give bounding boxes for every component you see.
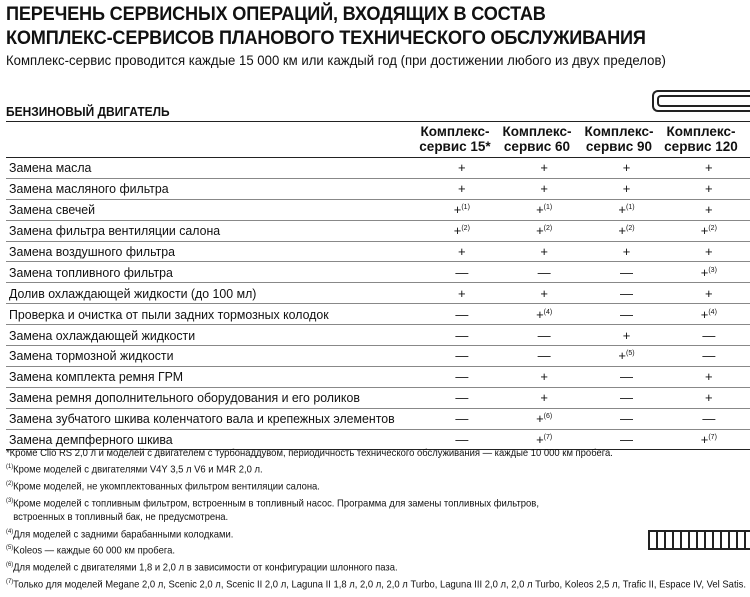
operation-label-text: Замена топливного фильтра [9, 264, 173, 280]
cell-value: — [537, 264, 551, 280]
table-cell [668, 220, 750, 241]
cell-footnote-mark: (1) [626, 204, 635, 212]
operation-label-text: Замена комплекта ремня ГРМ [9, 369, 184, 385]
table-cell [585, 366, 667, 387]
operation-label [6, 283, 421, 304]
cell-value: + [622, 244, 631, 259]
cell-value: — [619, 264, 633, 280]
operation-label [6, 178, 421, 199]
operation-label [6, 158, 421, 179]
table-cell [421, 283, 503, 304]
cell-value: — [455, 348, 469, 364]
footnote-text: Koleos — каждые 60 000 км пробега. [13, 544, 175, 557]
table-cell [503, 408, 585, 429]
table-cell [585, 241, 667, 262]
table-cell [668, 262, 750, 283]
footnote-line [6, 525, 746, 542]
footnote-mark: (4) [6, 527, 14, 535]
footnote-line [6, 494, 746, 511]
cell-value: + [700, 432, 709, 448]
footnote-line [6, 477, 746, 494]
cell-value: — [455, 264, 469, 280]
table-cell [421, 158, 503, 179]
footnote-text: встроенных в топливный бак, не предусмотрена. [13, 511, 229, 524]
table-cell [585, 262, 667, 283]
operation-label-text: Замена масляного фильтра [9, 181, 169, 197]
cell-value: — [455, 432, 469, 448]
operation-label-text: Замена демпферного шкива [9, 432, 173, 448]
table-cell [503, 158, 585, 179]
title-line-1: ПЕРЕЧЕНЬ СЕРВИСНЫХ ОПЕРАЦИЙ, ВХОДЯЩИХ В СОСТАВ [6, 3, 546, 25]
operation-label-text: Замена зубчатого шкива коленчатого вала и крепежных элементов [9, 411, 395, 427]
cell-value: — [537, 327, 551, 343]
cell-value: + [536, 411, 544, 427]
table-cell [503, 346, 585, 367]
cell-value: — [619, 432, 633, 448]
footnote-line [6, 541, 746, 558]
table-cell [585, 283, 667, 304]
operation-label [6, 262, 421, 283]
table-cell [503, 178, 585, 199]
table-cell [503, 262, 585, 283]
table-cell [503, 387, 585, 408]
operation-label-text: Замена ремня дополнительного оборудования и его роликов [9, 390, 360, 406]
cell-value: + [453, 202, 462, 218]
footnote-mark: (3) [6, 496, 14, 504]
footnote-mark: (2) [6, 479, 14, 487]
section-tab-decoration [652, 90, 750, 112]
cell-value: + [540, 181, 548, 197]
cell-value: + [458, 181, 466, 197]
cell-value: — [455, 369, 469, 385]
table-cell [668, 366, 750, 387]
section-divider [6, 121, 750, 122]
cell-value: + [453, 223, 462, 239]
operation-label [6, 220, 421, 241]
column-header-90: Комплекс- сервис 90 [584, 124, 654, 154]
cell-value: — [455, 327, 469, 343]
cell-value: + [705, 244, 713, 259]
cell-value: + [700, 223, 709, 239]
table-cell [503, 220, 585, 241]
cell-value: + [705, 369, 713, 385]
table-cell [585, 220, 667, 241]
cell-value: — [702, 327, 716, 343]
section-title: БЕНЗИНОВЫЙ ДВИГАТЕЛЬ [6, 104, 170, 119]
footnote-line [6, 446, 746, 460]
document-title [6, 2, 646, 50]
table-cell [421, 199, 503, 220]
cell-value: — [619, 411, 633, 427]
cell-value: + [622, 327, 631, 343]
cell-footnote-mark: (2) [461, 225, 470, 233]
table-row [6, 178, 750, 199]
table-cell [585, 408, 667, 429]
table-cell [585, 158, 667, 179]
cell-value: — [619, 390, 633, 406]
title-line-2: КОМПЛЕКС-СЕРВИСОВ ПЛАНОВОГО ТЕХНИЧЕСКОГО ОБСЛУЖИВАНИЯ [6, 27, 646, 49]
cell-footnote-mark: (3) [708, 266, 717, 274]
operation-label [6, 346, 421, 367]
table-cell [585, 178, 667, 199]
table-row [6, 262, 750, 283]
table-cell [421, 220, 503, 241]
column-header-60: Комплекс- сервис 60 [502, 124, 572, 154]
cell-value: + [540, 285, 548, 301]
footnote-line [6, 558, 746, 575]
table-cell [668, 325, 750, 346]
cell-footnote-mark: (4) [543, 308, 553, 316]
cell-footnote-mark: (1) [461, 204, 470, 212]
cell-footnote-mark: (4) [708, 308, 717, 316]
table-cell [421, 304, 503, 325]
cell-value: — [619, 285, 633, 301]
operation-label-text: Долив охлаждающей жидкости (до 100 мл) [9, 285, 257, 301]
page-edge-decoration [648, 530, 750, 550]
table-cell [668, 408, 750, 429]
column-header-120: Комплекс- сервис 120 [664, 124, 738, 154]
footnote-text: Кроме моделей, не укомплектованных фильтром вентиляции салона. [13, 480, 320, 493]
table-row [6, 241, 750, 262]
footnote-text: Для моделей с двигателями 1,8 и 2,0 л в зависимости от конфигурации шлонного паза. [13, 561, 398, 574]
cell-footnote-mark: (1) [543, 204, 553, 212]
table-cell [503, 325, 585, 346]
cell-value: + [458, 244, 466, 259]
table-cell [585, 346, 667, 367]
table-cell [585, 387, 667, 408]
cell-value: + [705, 390, 713, 406]
cell-value: — [537, 348, 551, 364]
cell-value: + [622, 181, 631, 197]
footnote-mark: (1) [6, 463, 14, 471]
table-cell [503, 366, 585, 387]
operation-label [6, 241, 421, 262]
operation-label-text: Замена тормозной жидкости [9, 348, 174, 364]
cell-value: + [705, 202, 713, 218]
table-cell [421, 178, 503, 199]
table-cell [585, 325, 667, 346]
operation-label-text: Проверка и очистка от пыли задних тормозных колодок [9, 306, 329, 322]
footnote-line [6, 510, 746, 524]
table-cell [421, 366, 503, 387]
footnote-text: Для моделей с задними барабанными колодками. [13, 528, 234, 541]
cell-value: — [619, 306, 633, 322]
operation-label [6, 325, 421, 346]
cell-value: + [536, 432, 544, 448]
table-cell [585, 199, 667, 220]
operation-label-text: Замена фильтра вентиляции салона [9, 223, 221, 239]
footnote-text: Кроме моделей с двигателями V4Y 3,5 л V6 и M4R 2,0 л. [13, 463, 263, 476]
table-cell [668, 178, 750, 199]
table-cell [585, 304, 667, 325]
table-cell [668, 199, 750, 220]
footnote-text: *Кроме Clio RS 2,0 л и моделей с двигателем с турбонаддувом, периодичность технического обслуживания — каждые 10 000 км пробега. [6, 447, 613, 459]
table-cell [421, 241, 503, 262]
table-row [6, 283, 750, 304]
footnote-mark: (6) [6, 560, 14, 568]
table-row [6, 346, 750, 367]
cell-value: + [622, 160, 631, 176]
table-cell [503, 283, 585, 304]
cell-value: + [458, 285, 466, 301]
operation-label-text: Замена воздушного фильтра [9, 244, 175, 259]
cell-value: + [536, 223, 544, 239]
table-cell [668, 241, 750, 262]
cell-value: — [455, 306, 469, 322]
cell-footnote-mark: (2) [708, 225, 717, 233]
footnotes [6, 446, 750, 591]
cell-value: + [700, 306, 709, 322]
cell-footnote-mark: (5) [626, 350, 635, 358]
footnote-text: Кроме моделей с топливным фильтром, встроенным в топливный насос. Программа для замены топливных фильтров, [13, 497, 539, 510]
cell-value: + [540, 369, 548, 385]
operation-label [6, 387, 421, 408]
cell-value: — [702, 348, 716, 364]
table-row [6, 220, 750, 241]
cell-value: + [618, 223, 626, 239]
column-header-15: Комплекс- сервис 15* [419, 124, 491, 154]
operation-label [6, 366, 421, 387]
cell-value: + [700, 264, 709, 280]
table-cell [668, 304, 750, 325]
table-cell [421, 346, 503, 367]
operation-label [6, 304, 421, 325]
table-row [6, 366, 750, 387]
cell-value: — [455, 411, 469, 427]
table-cell [668, 346, 750, 367]
cell-footnote-mark: (6) [543, 413, 553, 421]
table-cell [668, 387, 750, 408]
cell-value: + [536, 306, 544, 322]
footnote-line [6, 460, 746, 477]
operation-label-text: Замена масла [9, 160, 92, 176]
cell-value: + [618, 348, 626, 364]
table-cell [421, 325, 503, 346]
table-row [6, 325, 750, 346]
cell-footnote-mark: (7) [543, 434, 553, 442]
cell-value: — [702, 411, 716, 427]
table-row [6, 158, 750, 179]
operation-label [6, 199, 421, 220]
cell-value: + [540, 244, 548, 259]
cell-value: + [705, 285, 713, 301]
cell-value: + [540, 160, 548, 176]
table-cell [503, 199, 585, 220]
cell-footnote-mark: (7) [708, 434, 717, 442]
footnote-text: Только для моделей Megane 2,0 л, Scenic 2,0 л, Scenic II 2,0 л, Laguna II 1,8 л, 2,0 л, 2,0 л Turbo, Laguna III 2,0 л, 2,0 л Turbo, Koleos 2,5 л, Trafic II, Espace IV, Vel Satis. [13, 578, 747, 591]
cell-footnote-mark: (2) [626, 225, 635, 233]
operation-label [6, 408, 421, 429]
service-operations-table [6, 157, 750, 450]
cell-value: + [705, 160, 713, 176]
cell-value: — [455, 390, 469, 406]
cell-value: + [618, 202, 626, 218]
subtitle: Комплекс-сервис проводится каждые 15 000 км или каждый год (при достижении любого из двух пределов) [6, 52, 666, 68]
cell-value: + [536, 202, 544, 218]
table-cell [421, 262, 503, 283]
cell-value: + [540, 390, 548, 406]
cell-value: + [705, 181, 713, 197]
cell-footnote-mark: (2) [543, 225, 553, 233]
table-cell [668, 158, 750, 179]
table-row [6, 408, 750, 429]
table-cell [421, 387, 503, 408]
table-cell [668, 283, 750, 304]
table-cell [503, 241, 585, 262]
footnote-mark: (7) [6, 577, 14, 585]
operation-label-text: Замена охлаждающей жидкости [9, 327, 196, 343]
footnote-line [6, 575, 746, 592]
cell-value: — [619, 369, 633, 385]
cell-value: + [458, 160, 466, 176]
footnote-mark: (5) [6, 544, 14, 552]
table-cell [421, 408, 503, 429]
table-row [6, 199, 750, 220]
table-row [6, 304, 750, 325]
operation-label-text: Замена свечей [9, 202, 96, 218]
table-row [6, 387, 750, 408]
table-cell [503, 304, 585, 325]
